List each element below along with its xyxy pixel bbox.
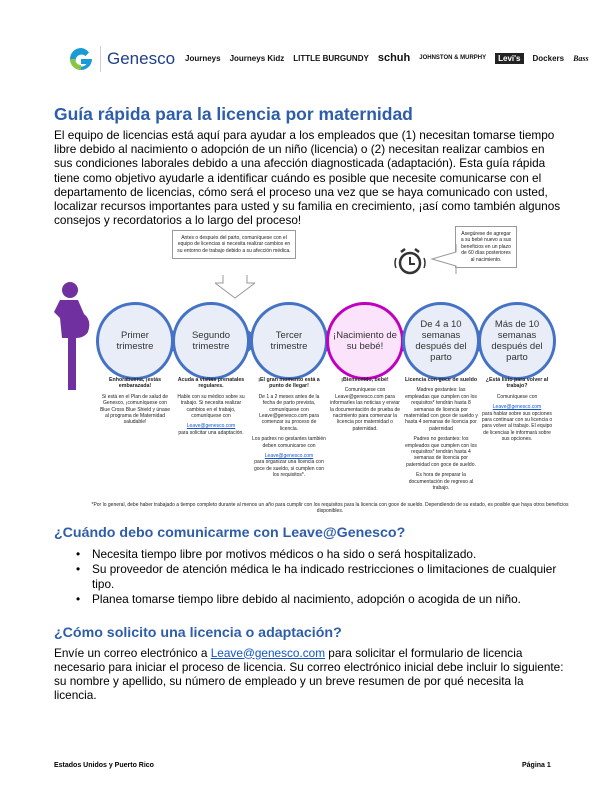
stage-text: para solicitar una adaptación. xyxy=(178,429,244,436)
down-arrow-icon xyxy=(215,275,255,299)
brand-logo: Dockers xyxy=(532,53,565,63)
section-heading-how: ¿Cómo solicito una licencia o adaptación? xyxy=(54,624,342,641)
text: Envíe un correo electrónico a xyxy=(54,645,211,660)
brand-logo: JOHNSTON & MURPHY xyxy=(419,55,487,61)
stage-circle: Primer trimestre xyxy=(96,302,174,380)
content-flow xyxy=(54,377,574,702)
stage-circle: De 4 a 10 semanas después del parto xyxy=(402,302,480,380)
email-link[interactable]: Leave@genesco.com xyxy=(210,645,326,660)
section-heading-when: ¿Cuándo debo comunicarme con Leave@Genesco? xyxy=(54,524,406,541)
stage-circle: Más de 10 semanas después del parto xyxy=(478,302,556,380)
list-item: • Necesita tiempo libre por motivos médicos o ha sido o será hospitalizado. xyxy=(76,547,576,562)
how-paragraph xyxy=(54,646,564,703)
stage-text: para organizar una licencia con goce de sueldo, si cumplen con los requisitos*. xyxy=(253,459,325,479)
brand-logos xyxy=(185,52,589,64)
alarm-clock-icon xyxy=(392,246,428,278)
footnote: *Por lo general, debe haber trabajado a tiempo completo durante al menos un año para cumplir con los requisitos para la licencia con goce de sueldo. Dependiendo de su estado, es posible que haya otros beneficios disponibles. xyxy=(91,501,569,514)
callout-top: Antes o después del parto, comuníquese con el equipo de licencias si necesita realizar cambios en su entorno de trabajo debido a su afección médica. xyxy=(172,230,296,259)
footer-page-number: Página 1 xyxy=(522,762,551,769)
stage-heading: ¿Está listo para volver al trabajo? xyxy=(485,377,549,390)
brand-logo: Journeys Kidz xyxy=(229,53,285,63)
stage-text: Hable con su médico sobre su trabajo. Si necesita realizar cambios en el trabajo, comuníquese con xyxy=(177,393,245,420)
stage-heading: Acuda a visitas prenatales regulares. xyxy=(177,377,245,390)
stage-heading: Licencia con goce de sueldo xyxy=(404,377,478,383)
email-link[interactable]: Leave@genesco.com xyxy=(186,423,236,430)
stage-details xyxy=(327,377,403,436)
logo-text: Genesco xyxy=(107,49,176,68)
brand-logo: LITTLE BURGUNDY xyxy=(293,53,369,63)
text: para solicitar el formulario de licencia necesario para iniciar el proceso de licencia. Su correo electrónico inicial debe incluir lo siguiente: su nombre y apellido, su número de empleado y un breve resumen de por qué necesita la licencia. xyxy=(54,645,564,703)
email-link[interactable]: Leave@genesco.com xyxy=(264,453,314,460)
brand-logo: Bass xyxy=(573,53,589,63)
stage-heading: ¡Bienvenido, bebé! xyxy=(341,377,389,383)
stage-text: Comuníquese con Leave@genesco.com para informarles las noticias y enviar la documentación de prueba de nacimiento para comenzar la licencia por maternidad o paternidad. xyxy=(329,387,401,432)
stage-columns xyxy=(97,377,574,496)
stage-details xyxy=(403,377,479,496)
stage-text: Padres no gestantes: los empleados que cumplen con los requisitos* tendrán hasta 4 semanas de licencia por paternidad con goce de sueldo. xyxy=(405,436,477,468)
stage-text: De 1 a 2 meses antes de la fecha de parto prevista, comuníquese con Leave@genesco.com para comenzar su proceso de licencia. xyxy=(258,393,320,432)
stage-circle: ¡Nacimiento de su bebé! xyxy=(326,302,404,380)
stage-circle: Segundo trimestre xyxy=(172,302,250,380)
stage-text: Es hora de preparar la documentación de regreso al trabajo. xyxy=(408,472,474,492)
logo-divider xyxy=(100,46,101,72)
stage-details xyxy=(251,377,327,483)
stage-heading: ¡El gran momento está a punto de llegar! xyxy=(258,377,320,390)
stage-circle: Tercer trimestre xyxy=(250,302,328,380)
stage-text: Los padres no gestantes también deben comunicarse con xyxy=(252,436,326,449)
intro-paragraph: El equipo de licencias está aquí para ayudar a los empleados que (1) necesitan tomarse tiempo libre debido al nacimiento o adopción de un niño (licencia) o (2) necesitan realizar cambios en sus condiciones laborales debido a una afección diagnosticada (adaptación). Esta guía rápida tiene como objetivo ayudarle a identificar cuándo es posible que necesite comunicarse con el departamento de licencias, cómo será el proceso una vez que se haya comunicado con usted, localizar recursos importantes para usted y su familia en crecimiento, ¡así como también algunos consejos y recordatorios a lo largo del proceso! xyxy=(54,128,561,228)
brand-logo: Levi's xyxy=(495,53,523,64)
genesco-logo xyxy=(68,46,175,72)
page-title: Guía rápida para la licencia por maternidad xyxy=(54,104,413,124)
when-list xyxy=(76,547,576,607)
stage-details xyxy=(97,377,173,430)
footer-region: Estados Unidos y Puerto Rico xyxy=(54,762,154,769)
pregnant-woman-icon xyxy=(50,282,92,390)
stage-text: Madres gestantes: las empleadas que cumplen con los requisitos* tendrán hasta 8 semanas de licencia por maternidad con goce de sueldo y hasta 4 semanas de licencia por paternidad xyxy=(404,387,478,432)
callout-pointer xyxy=(431,244,457,274)
stage-heading: Enhorabuena, ¡estás embarazada! xyxy=(108,377,162,390)
callout-clock: Asegúrese de agregar a su bebé nuevo a sus beneficios en un plazo de 60 días posteriores al nacimiento. xyxy=(455,226,517,268)
list-item: • Su proveedor de atención médica le ha indicado restricciones o limitaciones de cualquier tipo. xyxy=(76,562,576,592)
stage-text: para hablar sobre sus opciones para continuar con su licencia o para volver al trabajo. El equipo de licencias le informará sobre sus opciones. xyxy=(481,410,553,443)
stage-details xyxy=(173,377,249,440)
brand-logo: schuh xyxy=(377,52,411,64)
stage-details xyxy=(479,377,555,447)
genesco-g-icon xyxy=(68,46,94,72)
email-link[interactable]: Leave@genesco.com xyxy=(492,404,542,411)
list-item: • Planea tomarse tiempo libre debido al nacimiento, adopción o acogida de un niño. xyxy=(76,592,576,607)
brand-logo: Journeys xyxy=(185,53,221,63)
stage-text: Si está en el Plan de salud de Genesco, ¡comuníquese con Blue Cross Blue Shield y únase al programa de Maternidad saludable! xyxy=(99,393,171,426)
stage-text: Comuníquese con xyxy=(496,393,538,400)
